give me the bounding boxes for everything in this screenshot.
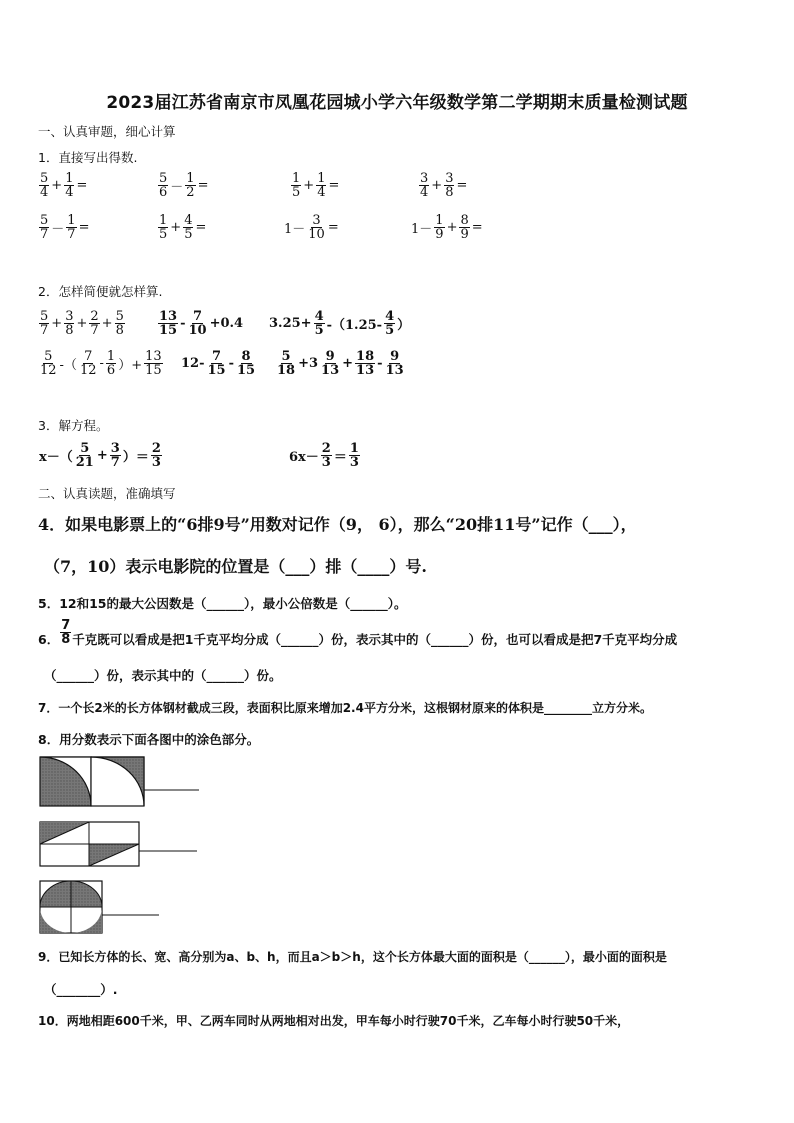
denominator: 10 xyxy=(188,323,207,338)
q3-equation-1 xyxy=(38,442,163,469)
fraction xyxy=(75,442,95,469)
numerator: 3 xyxy=(420,171,429,186)
numerator: 2 xyxy=(90,309,99,324)
operator: + xyxy=(431,178,443,193)
q1-expr-5 xyxy=(38,214,90,241)
q2-expr-2 xyxy=(157,310,244,337)
denominator: 7 xyxy=(40,227,49,242)
operator: + xyxy=(101,316,113,331)
operator: ） xyxy=(397,318,411,333)
denominator: 5 xyxy=(314,323,324,338)
q8-figure-quarter-circles xyxy=(39,756,204,810)
numerator: 1 xyxy=(186,171,195,186)
fraction xyxy=(188,310,208,337)
operator: - xyxy=(377,356,383,371)
q2-expr-3 xyxy=(268,310,411,337)
fraction xyxy=(39,172,49,199)
denominator: 8 xyxy=(445,185,454,200)
numerator: 13 xyxy=(159,309,178,324)
q2-expr-4 xyxy=(38,350,164,377)
numerator: 3 xyxy=(445,171,454,186)
operator: = xyxy=(328,178,340,193)
question-3-prompt: 3．解方程。 xyxy=(38,418,109,433)
denominator: 5 xyxy=(159,227,168,242)
question-4-line-1: 4．如果电影票上的“6排9号”用数对记作（9， 6），那么“20排11号”记作（___）， xyxy=(38,515,637,534)
numerator: 9 xyxy=(325,349,335,364)
operator: -（1.25- xyxy=(326,318,383,333)
denominator: 15 xyxy=(159,323,178,338)
q1-expr-1 xyxy=(38,172,88,199)
numerator: 1 xyxy=(65,171,74,186)
page-title: 2023届江苏省南京市凤凰花园城小学六年级数学第二学期期末质量检测试题 xyxy=(106,93,688,113)
denominator: 3 xyxy=(151,455,161,470)
operator: - xyxy=(228,356,234,371)
operator: + xyxy=(342,356,354,371)
fraction xyxy=(385,350,405,377)
question-2-prompt: 2．怎样简便就怎样算. xyxy=(38,284,163,299)
numerator: 4 xyxy=(184,213,193,228)
question-4-line-2: （7，10）表示电影院的位置是（___）排（____）号. xyxy=(44,557,427,576)
numerator: 7 xyxy=(193,309,203,324)
operator: 1－ xyxy=(411,222,433,237)
question-5: 5．12和15的最大公因数是（______），最小公倍数是（______）。 xyxy=(38,596,407,611)
denominator: 6 xyxy=(106,363,116,378)
denominator: 15 xyxy=(207,363,226,378)
numerator: 7 xyxy=(84,349,93,364)
q2-expr-6 xyxy=(275,350,406,377)
question-6-line-1 xyxy=(38,617,678,648)
numerator: 5 xyxy=(40,213,49,228)
operator: － xyxy=(51,222,65,237)
fraction xyxy=(106,350,116,377)
fraction xyxy=(384,310,395,337)
operator: ＝ xyxy=(333,450,347,465)
operator: = xyxy=(197,178,209,193)
fraction xyxy=(314,310,325,337)
fraction xyxy=(39,350,58,377)
operator: - xyxy=(99,356,104,371)
operator: = xyxy=(327,220,339,235)
operator: = xyxy=(76,178,88,193)
numerator: 5 xyxy=(40,309,49,324)
q6-fraction: $\frac{7}{8}$ xyxy=(61,617,71,647)
fraction xyxy=(158,214,168,241)
fraction xyxy=(291,172,301,199)
fraction xyxy=(320,350,340,377)
denominator: 15 xyxy=(145,363,162,378)
denominator: 15 xyxy=(237,363,256,378)
q1-expr-6 xyxy=(157,214,207,241)
operator: = xyxy=(195,220,207,235)
fraction xyxy=(39,214,49,241)
numerator: 2 xyxy=(321,441,331,456)
operator: 12- xyxy=(181,356,205,371)
operator: + xyxy=(51,316,63,331)
operator: +3 xyxy=(298,356,319,371)
fraction xyxy=(66,214,76,241)
numerator: 3 xyxy=(110,441,120,456)
denominator: 4 xyxy=(65,185,74,200)
numerator: 1 xyxy=(349,441,359,456)
denominator: 7 xyxy=(67,227,76,242)
operator: ）+ xyxy=(118,358,143,373)
q1-expr-8 xyxy=(410,214,484,241)
fraction xyxy=(158,310,178,337)
fraction xyxy=(64,172,74,199)
denominator: 3 xyxy=(321,455,331,470)
denominator: 12 xyxy=(40,363,57,378)
denominator: 9 xyxy=(460,227,469,242)
operator: 3.25+ xyxy=(269,316,312,331)
fraction xyxy=(151,442,162,469)
denominator: 4 xyxy=(40,185,49,200)
numerator: 3 xyxy=(312,213,321,228)
q3-equation-2 xyxy=(288,442,361,469)
q1-expr-7 xyxy=(283,214,340,241)
numerator: 7 xyxy=(212,349,222,364)
denominator: 18 xyxy=(277,363,296,378)
denominator: 4 xyxy=(317,185,326,200)
operator: － xyxy=(170,180,184,195)
fraction xyxy=(307,214,326,241)
operator: + xyxy=(446,220,458,235)
operator: -（ xyxy=(59,358,77,373)
denominator: 6 xyxy=(159,185,168,200)
fraction xyxy=(79,350,98,377)
question-9-line-1: 9．已知长方体的长、宽、高分别为a、b、h，而且a＞b＞h，这个长方体最大面的面积是（______），最小面的面积是 xyxy=(38,950,667,964)
fraction xyxy=(444,172,454,199)
numerator: 4 xyxy=(385,309,395,324)
numerator: 1 xyxy=(67,213,76,228)
operator: ）＝ xyxy=(122,450,149,465)
question-6-text: 千克既可以看成是把1千克平均分成（______）份，表示其中的（______）份，也可以看成是把7千克平均分成 xyxy=(72,632,678,647)
operator: + xyxy=(96,448,108,463)
numerator: 9 xyxy=(390,349,400,364)
denominator: 9 xyxy=(435,227,444,242)
question-1-prompt: 1．直接写出得数. xyxy=(38,150,138,165)
denominator: 8 xyxy=(115,323,124,338)
fraction xyxy=(183,214,193,241)
denominator: 4 xyxy=(420,185,429,200)
numerator: 8 xyxy=(241,349,251,364)
fraction xyxy=(144,350,163,377)
operator: 1－ xyxy=(284,222,306,237)
fraction xyxy=(321,442,332,469)
denominator: 13 xyxy=(385,363,404,378)
fraction xyxy=(434,214,444,241)
denominator: 7 xyxy=(90,323,99,338)
operator: = xyxy=(78,220,90,235)
numerator: 5 xyxy=(281,349,291,364)
fraction xyxy=(207,350,227,377)
section-2-heading: 二、认真读题，准确填写 xyxy=(38,486,176,501)
denominator: 12 xyxy=(79,363,97,378)
operator: x－（ xyxy=(39,450,73,465)
fraction xyxy=(459,214,469,241)
denominator: 5 xyxy=(292,185,301,200)
section-1-heading: 一、认真审题，细心计算 xyxy=(38,124,176,139)
fraction xyxy=(89,310,99,337)
numerator: 5 xyxy=(44,349,53,364)
denominator: 5 xyxy=(184,227,193,242)
numerator: 5 xyxy=(115,309,124,324)
operator: + xyxy=(51,178,63,193)
question-6-number: 6． xyxy=(38,632,60,647)
fraction xyxy=(158,172,168,199)
operator: +0.4 xyxy=(209,316,244,331)
q1-expr-2 xyxy=(157,172,209,199)
question-9-line-2: （_______）. xyxy=(44,982,118,997)
operator: + xyxy=(303,178,315,193)
question-7: 7．一个长2米的长方体钢材截成三段，表面积比原来增加2.4平方分米，这根钢材原来的体积是________立方分米。 xyxy=(38,701,652,715)
operator: = xyxy=(471,220,483,235)
numerator: 1 xyxy=(317,171,326,186)
numerator: 5 xyxy=(40,171,49,186)
numerator: 2 xyxy=(151,441,161,456)
denominator: 3 xyxy=(349,455,359,470)
fraction xyxy=(419,172,429,199)
numerator: 4 xyxy=(314,309,324,324)
fraction xyxy=(39,310,49,337)
operator: + xyxy=(170,220,182,235)
denominator: 13 xyxy=(356,363,375,378)
fraction xyxy=(349,442,360,469)
denominator: 5 xyxy=(385,323,395,338)
denominator: 10 xyxy=(308,227,325,242)
numerator: 3 xyxy=(65,309,74,324)
numerator: 18 xyxy=(356,349,375,364)
operator: + xyxy=(76,316,88,331)
q2-expr-5 xyxy=(180,350,257,377)
numerator: 13 xyxy=(145,349,162,364)
question-10: 10．两地相距600千米，甲、乙两车同时从两地相对出发，甲车每小时行驶70千米，乙车每小时行驶50千米， xyxy=(38,1014,630,1028)
operator: - xyxy=(180,316,186,331)
fraction xyxy=(185,172,195,199)
denominator: 13 xyxy=(321,363,340,378)
q1-expr-4 xyxy=(418,172,468,199)
fraction xyxy=(355,350,375,377)
numerator: 5 xyxy=(159,171,168,186)
denominator: 7 xyxy=(110,455,120,470)
fraction xyxy=(110,442,121,469)
fraction xyxy=(115,310,125,337)
fraction xyxy=(276,350,296,377)
q8-figure-circle-square xyxy=(39,880,163,936)
denominator: 2 xyxy=(186,185,195,200)
q8-figure-triangles xyxy=(39,820,199,870)
numerator: 1 xyxy=(106,349,116,364)
numerator: 1 xyxy=(292,171,301,186)
denominator: 21 xyxy=(75,455,94,470)
question-8-prompt: 8．用分数表示下面各图中的涂色部分。 xyxy=(38,732,260,747)
operator: 6x－ xyxy=(289,450,319,465)
denominator: 8 xyxy=(65,323,74,338)
numerator: 1 xyxy=(159,213,168,228)
numerator: 8 xyxy=(460,213,469,228)
fraction xyxy=(316,172,326,199)
question-6-line-2: （______）份，表示其中的（______）份。 xyxy=(44,668,282,683)
numerator: 5 xyxy=(80,441,90,456)
fraction xyxy=(64,310,74,337)
q2-expr-1 xyxy=(38,310,126,337)
numerator: 1 xyxy=(435,213,444,228)
denominator: 7 xyxy=(40,323,49,338)
q1-expr-3 xyxy=(290,172,340,199)
operator: = xyxy=(456,178,468,193)
fraction xyxy=(236,350,256,377)
